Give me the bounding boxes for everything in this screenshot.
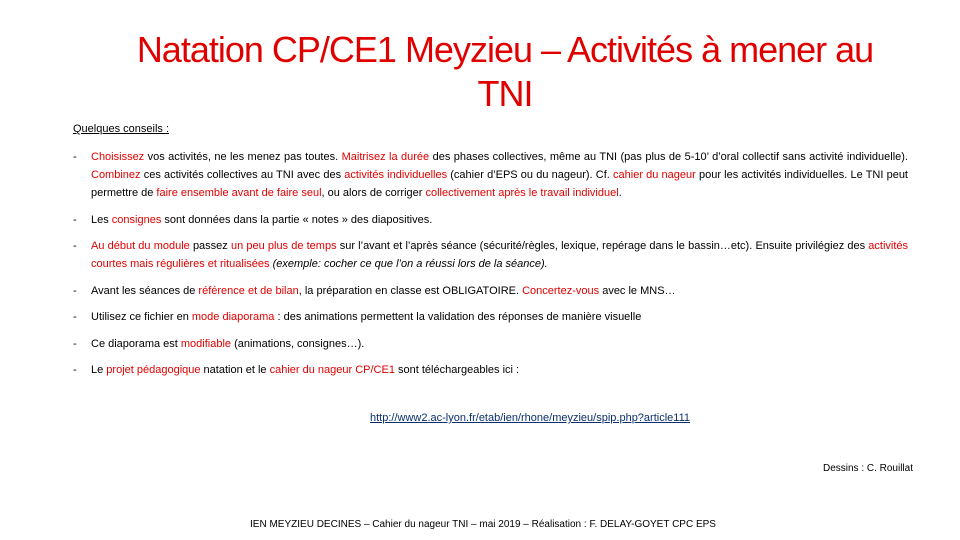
bullet-dash: - bbox=[73, 337, 77, 350]
bullet-text bbox=[91, 282, 908, 300]
highlight-text: Au début du module bbox=[91, 240, 190, 252]
highlight-text: cahier du nageur bbox=[613, 169, 696, 181]
slide-footer: IEN MEYZIEU DECINES – Cahier du nageur TNI – mai 2019 – Réalisation : F. DELAY-GOYET CPC EPS bbox=[250, 519, 716, 530]
bullet-text-segment: vos activités, ne les menez pas toutes. bbox=[144, 151, 342, 163]
highlight-text: activités courtes mais régulières et ritualisées bbox=[91, 240, 909, 270]
bullet-text-segment: Ce diaporama est bbox=[91, 337, 181, 350]
highlight-text: collectivement après le travail individuel bbox=[425, 187, 619, 199]
highlight-text: modifiable bbox=[180, 337, 232, 350]
bullet-text-segment: , ou alors de corriger bbox=[321, 187, 426, 199]
bullet-text-segment: sont téléchargeables ici : bbox=[394, 364, 520, 376]
bullet-dash: - bbox=[73, 364, 77, 376]
bullet-text-segment: natation et le bbox=[200, 364, 270, 376]
highlight-text: faire ensemble avant de faire seul bbox=[156, 187, 322, 199]
bullet-text-segment: sur l’avant et l’après séance (sécurité/règles, lexique, repérage dans le bassin…etc). Ensuite privilégiez des bbox=[336, 240, 869, 252]
advice-heading: Quelques conseils : bbox=[73, 123, 169, 135]
list-item bbox=[73, 308, 908, 326]
bullet-text bbox=[91, 335, 908, 353]
bullet-text-segment: avec le MNS… bbox=[599, 284, 676, 297]
bullet-dash: - bbox=[73, 311, 77, 323]
bullet-text-segment: passez bbox=[189, 240, 231, 252]
list-item bbox=[73, 237, 908, 273]
bullet-text bbox=[91, 148, 908, 202]
drawings-credit: Dessins : C. Rouillat bbox=[822, 463, 913, 474]
download-link[interactable]: http://www2.ac-lyon.fr/etab/ien/rhone/meyzieu/spip.php?article111 bbox=[370, 412, 690, 424]
list-item bbox=[73, 335, 908, 353]
bullet-text bbox=[91, 308, 908, 326]
bullet-dash: - bbox=[73, 240, 77, 252]
highlight-text: Maitrisez la durée bbox=[341, 151, 430, 163]
bullet-text bbox=[91, 211, 908, 229]
bullet-text-segment: sont données dans la partie « notes » des diapositives. bbox=[161, 213, 433, 226]
highlight-text: référence et de bilan bbox=[198, 284, 299, 297]
list-item bbox=[73, 282, 908, 300]
bullet-text-segment: (cahier d’EPS ou du nageur). Cf. bbox=[447, 169, 614, 181]
bullet-dash: - bbox=[73, 284, 77, 297]
bullet-text-segment: (animations, consignes…). bbox=[231, 337, 365, 350]
advice-list bbox=[73, 148, 908, 388]
bullet-text-segment: ces activités collectives au TNI avec des bbox=[140, 169, 345, 181]
bullet-text-segment: (exemple: cocher ce que l’on a réussi lors de la séance). bbox=[269, 258, 548, 270]
highlight-text: Concertez-vous bbox=[522, 284, 600, 297]
bullet-dash: - bbox=[73, 213, 77, 226]
list-item bbox=[73, 361, 908, 379]
bullet-text-segment: : des animations permettent la validation des réponses de manière visuelle bbox=[274, 311, 642, 323]
bullet-text-segment: pour les activités individuelles. Le TNI peut permettre de bbox=[91, 169, 908, 199]
bullet-text-segment: Avant les séances de bbox=[91, 284, 199, 297]
highlight-text: Choisissez bbox=[91, 151, 145, 163]
bullet-text-segment: . bbox=[618, 187, 622, 199]
bullet-text-segment: Utilisez ce fichier en bbox=[91, 311, 192, 323]
highlight-text: un peu plus de temps bbox=[230, 240, 337, 252]
bullet-text bbox=[91, 237, 908, 273]
highlight-text: consignes bbox=[111, 213, 162, 226]
highlight-text: projet pédagogique bbox=[106, 364, 201, 376]
bullet-text-segment: des phases collectives, même au TNI (pas plus de 5-10’ d’oral collectif sans activité individuelle). bbox=[429, 151, 908, 163]
highlight-text: cahier du nageur CP/CE1 bbox=[269, 364, 395, 376]
list-item bbox=[73, 148, 908, 202]
bullet-dash: - bbox=[73, 151, 77, 163]
highlight-text: mode diaporama bbox=[191, 311, 275, 323]
bullet-text-segment: Le bbox=[91, 364, 107, 376]
bullet-text-segment: , la préparation en classe est OBLIGATOIRE. bbox=[298, 284, 523, 297]
bullet-text-segment: Les bbox=[91, 213, 112, 226]
highlight-text: Combinez bbox=[91, 169, 141, 181]
slide-title: Natation CP/CE1 Meyzieu – Activités à mener au TNI bbox=[136, 29, 874, 114]
highlight-text: activités individuelles bbox=[344, 169, 448, 181]
list-item bbox=[73, 211, 908, 229]
bullet-text bbox=[91, 361, 908, 379]
